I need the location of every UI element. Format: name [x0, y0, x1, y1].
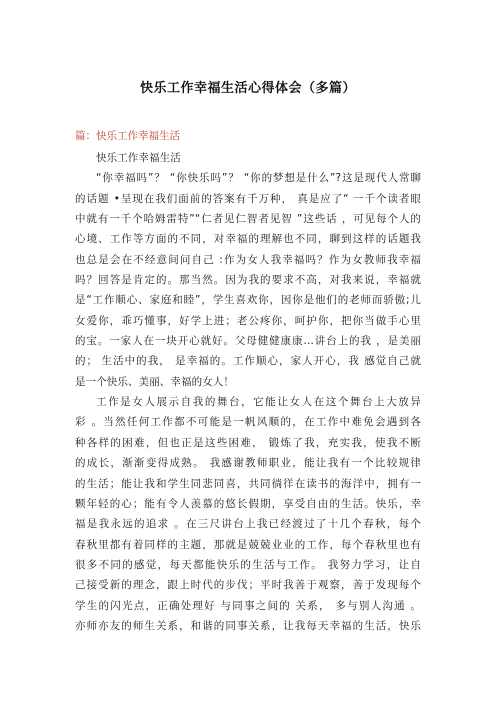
paragraph-line: 春秋里都有着同样的主题，那就是兢兢业业的工作，每个春秋里也有 — [75, 538, 421, 551]
paragraph-line: 是一个快乐、美丽、幸福的女人！ — [75, 375, 234, 388]
paragraph-line: 的话题 •呈现在我们面前的答案有千万种， 真是应了“ 一千个读者眼 — [75, 192, 421, 205]
paragraph-line: 的生活；能让我和学生同悲同喜，共同徜徉在读书的海洋中，拥有一 — [75, 477, 421, 490]
body-subtitle: 快乐工作幸福生活 — [96, 152, 181, 164]
paragraph-line: 亦师亦友的师生关系，和谐的同事关系，让我每天幸福的生活，快乐 — [75, 619, 421, 632]
paragraph-line: 工作是女人展示自我的舞台，它能让女人在这个舞台上大放异 — [96, 396, 421, 409]
paragraph-line: 是“工作顺心、家庭和睦”，学生喜欢你，因你是他们的老师而骄傲;儿 — [75, 294, 421, 307]
document-title: 快乐工作幸福生活心得体会（多篇） — [139, 81, 356, 96]
paragraph-line: 的； 生活中的我， 是幸福的。工作顺心，家人开心，我 感觉自己就 — [75, 355, 421, 368]
document-body — [75, 148, 421, 636]
paragraph-line: 福是我永远的追求 。在三尺讲台上我已经渡过了十几个春秋，每个 — [75, 518, 421, 531]
paragraph-line: 心境、工作等方面的不同，对幸福的理解也不同，聊到这样的话题我 — [75, 233, 421, 246]
paragraph-line: 彩 。当然任何工作都不可能是一帆风顺的，在工作中难免会遇到各 — [75, 416, 421, 429]
paragraph-line: 女爱你，乖巧懂事，好学上进；老公疼你，呵护你，把你当做手心里 — [75, 314, 421, 327]
paragraph-line: 吗？回答是肯定的。那当然。因为我的要求不高，对我来说，幸福就 — [75, 274, 421, 287]
paragraph-line: 学生的闪光点，正确处理好 与同事之间的 关系， 多与别人沟通 。 — [75, 599, 421, 612]
section-heading: 篇：快乐工作幸福生活 — [75, 130, 180, 142]
paragraph-line: 的宝。一家人在一块开心就好。父母健健康康…讲台上的我 ，是美丽 — [75, 335, 421, 348]
paragraph-line: 种各样的困难，但也正是这些困难， 锻炼了我，充实我，使我不断 — [75, 436, 421, 449]
paragraph-line: “你幸福吗”？ “你快乐吗”？ “你的梦想是什么”?这是现代人常聊 — [96, 172, 421, 185]
paragraph-line: 很多不同的感觉，每天都能快乐的生活与工作。 我努力学习，让自 — [75, 558, 421, 571]
paragraph-line: 的成长，渐渐变得成熟。 我感谢教师职业，能让我有一个比较规律 — [75, 457, 421, 470]
paragraph-line: 颗年轻的心；能有令人羡慕的悠长假期，享受自由的生活。快乐，幸 — [75, 497, 421, 510]
paragraph-line: 中就有一千个哈姆雷特”“仁者见仁智者见智 ”这些话 ，可见每个人的 — [75, 213, 421, 226]
paragraph-line: 己接受新的理念，跟上时代的步伐；平时我善于观察，善于发现每个 — [75, 579, 421, 592]
paragraph-line: 也总是会在不经意间问自己 :作为女人我幸福吗？作为女教师我幸福 — [75, 253, 421, 266]
